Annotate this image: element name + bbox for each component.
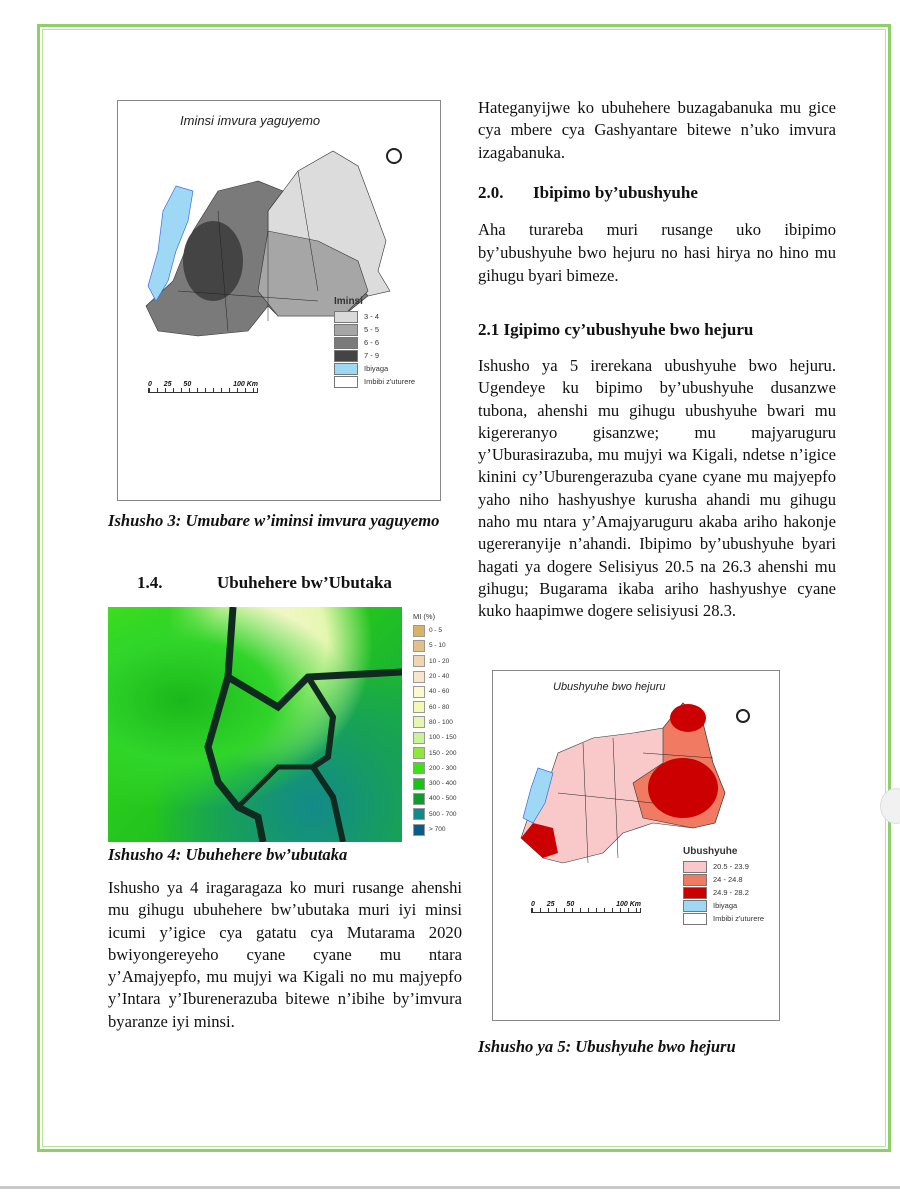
section-1-4-title: Ubuhehere bw’Ubutaka xyxy=(217,573,392,592)
legend-item xyxy=(413,745,456,760)
legend-swatch xyxy=(413,808,425,820)
legend-item xyxy=(413,761,456,776)
figure-4-caption: Ishusho 4: Ubuhehere bw’ubutaka xyxy=(108,845,348,864)
legend-label: Ibiyaga xyxy=(364,364,389,373)
section-2-0-title: Ibipimo by’ubushyuhe xyxy=(533,183,698,202)
legend-swatch xyxy=(683,900,707,912)
legend-swatch xyxy=(334,337,358,349)
map-title: Ubushyuhe bwo hejuru xyxy=(553,681,666,693)
legend-label: 20 - 40 xyxy=(429,673,450,681)
legend-item xyxy=(413,807,456,822)
legend-label: 5 - 5 xyxy=(364,325,380,334)
legend-swatch xyxy=(334,311,358,323)
legend-label: 24 - 24.8 xyxy=(713,875,743,884)
north-arrow-icon xyxy=(386,148,402,164)
legend-swatch xyxy=(413,824,425,836)
legend-swatch xyxy=(413,732,425,744)
scale-label: 100 Km xyxy=(616,901,641,908)
legend-swatch xyxy=(683,913,707,925)
section-2-1-heading: 2.1 Igipimo cy’ubushyuhe bwo hejuru xyxy=(478,320,754,339)
legend-item xyxy=(413,776,456,791)
section-1-4-number: 1.4. xyxy=(137,573,163,592)
legend-swatch xyxy=(413,640,425,652)
legend-item xyxy=(413,669,456,684)
scale-label: 0 xyxy=(531,901,535,908)
legend-item xyxy=(334,362,415,375)
legend-swatch xyxy=(334,363,358,375)
legend-swatch xyxy=(413,671,425,683)
legend-item xyxy=(334,349,415,362)
legend-label: 150 - 200 xyxy=(429,749,457,757)
scale-label: 100 Km xyxy=(233,381,258,388)
legend-swatch xyxy=(683,874,707,886)
section-2-0-number: 2.0. xyxy=(478,183,504,202)
legend-label: 40 - 60 xyxy=(429,688,450,696)
legend-item xyxy=(334,336,415,349)
legend-label: 24.9 - 28.2 xyxy=(713,888,749,897)
legend-item xyxy=(683,886,764,899)
legend-item xyxy=(413,822,456,837)
legend-title: Iminsi xyxy=(334,296,363,307)
legend-item xyxy=(334,310,415,323)
boundary-lines xyxy=(108,607,402,842)
legend-item xyxy=(413,654,456,669)
legend-label: Ibiyaga xyxy=(713,901,738,910)
legend-swatch xyxy=(413,747,425,759)
legend-swatch xyxy=(334,376,358,388)
scale-label: 25 xyxy=(163,381,172,388)
legend-swatch xyxy=(413,778,425,790)
figure-4-legend xyxy=(413,612,456,837)
intro-paragraph: Hateganyijwe ko ubuhehere buzagabanuka mu gice cya mbere cya Gashyantare bitewe n’uko imvura izagabanuka. xyxy=(478,98,836,162)
legend-label: 300 - 400 xyxy=(429,780,457,788)
legend-label: 0 - 5 xyxy=(429,627,443,635)
map-title: Iminsi imvura yaguyemo xyxy=(180,113,321,128)
legend-swatch xyxy=(413,625,425,637)
legend-label: 7 - 9 xyxy=(364,351,380,360)
scale-bar xyxy=(531,901,641,913)
legend-item xyxy=(683,860,764,873)
legend-swatch xyxy=(413,686,425,698)
legend-item xyxy=(413,730,456,745)
legend-label: > 700 xyxy=(429,826,446,833)
legend-swatch xyxy=(683,887,707,899)
legend-label: 500 - 700 xyxy=(429,810,457,818)
legend-swatch xyxy=(334,350,358,362)
legend-label: 200 - 300 xyxy=(429,764,457,772)
scale-bar xyxy=(148,381,258,393)
legend-title: Ubushyuhe xyxy=(683,846,738,857)
section-2-0-paragraph: Aha turareba muri rusange uko ibipimo by’ubushyuhe bwo hejuru no hasi hirya no hino mu gihugu byari bimeze. xyxy=(478,220,836,285)
legend-label: 80 - 100 xyxy=(429,718,453,726)
legend-label: Imbibi z'uturere xyxy=(713,914,765,923)
legend-item xyxy=(413,684,456,699)
figure-5-legend xyxy=(683,846,764,925)
legend-label: 400 - 500 xyxy=(429,795,457,803)
soil-moisture-paragraph: Ishusho ya 4 iragaragaza ko muri rusange ahenshi mu gihugu ubuhehere bw’ubutaka muri iyi minsi icumi y’igice cya gatatu cya Mutarama 2020 bwiyongereyeho cyane cyane mu ntara y’Amajyepfo, mu mujyi wa Kigali no mu majyepfo y’Intara y’Iburenerazuba bitewe n’ibihe by’imvura byaranze iyi minsi. xyxy=(108,878,462,1031)
legend-swatch xyxy=(413,716,425,728)
legend-item xyxy=(413,715,456,730)
page-divider xyxy=(0,1186,900,1189)
legend-swatch xyxy=(413,655,425,667)
legend-swatch xyxy=(413,793,425,805)
legend-label: 100 - 150 xyxy=(429,734,457,742)
legend-swatch xyxy=(413,762,425,774)
figure-4-soil-moisture-image xyxy=(108,607,402,842)
scale-label: 25 xyxy=(546,901,555,908)
figure-5-max-temperature-map xyxy=(492,670,780,1021)
legend-label: 10 - 20 xyxy=(429,657,450,665)
legend-item xyxy=(413,791,456,806)
scale-label: 50 xyxy=(566,901,575,908)
legend-label: 60 - 80 xyxy=(429,703,450,711)
legend-item xyxy=(413,623,456,638)
legend-label: 3 - 4 xyxy=(364,312,380,321)
legend-label: 6 - 6 xyxy=(364,338,380,347)
legend-title: MI (%) xyxy=(413,612,436,621)
legend-swatch xyxy=(413,701,425,713)
figure-3-rainy-days-map xyxy=(117,100,441,501)
scale-label: 50 xyxy=(183,381,192,388)
scale-label: 0 xyxy=(148,381,152,388)
figure-3-caption: Ishusho 3: Umubare w’iminsi imvura yaguyemo xyxy=(108,511,440,530)
figure-5-caption: Ishusho ya 5: Ubushyuhe bwo hejuru xyxy=(478,1037,736,1056)
legend-swatch xyxy=(334,324,358,336)
legend-item xyxy=(334,375,415,388)
legend-item xyxy=(413,699,456,714)
figure-3-legend xyxy=(334,296,415,388)
legend-label: Imbibi z'uturere xyxy=(364,377,416,386)
legend-item xyxy=(683,899,764,912)
legend-item xyxy=(683,873,764,886)
section-2-1-paragraph: Ishusho ya 5 irerekana ubushyuhe bwo hejuru. Ugendeye ku bipimo by’ubushyuhe dusanzwe tubona, ahenshi mu gihugu ubushyuhe bwari mu kigereranyo gisanzwe; mu majyaruguru y’Uburasirazuba, mu mujyi wa Kigali, ndetse n’igice kinini cy’Uburengerazuba cyane cyane mu majyepfo yaho niho hashyushye kurusha ahandi mu gihugu naho mu ntara y’Amajyaruguru akaba ariho hakonje ugereranyije n’ahandi. Ibipimo by’ubushyuhe byari hagati ya dogere Selisiyus 20.5 na 26.3 ahenshi mu gihugu; Bugarama ikaba ariho hashyushye cyane kuko haapimwe dogere selisiyusi 28.3. xyxy=(478,356,836,621)
legend-label: 5 - 10 xyxy=(429,642,446,650)
north-arrow-icon xyxy=(736,709,750,723)
legend-item xyxy=(334,323,415,336)
legend-item xyxy=(413,638,456,653)
legend-swatch xyxy=(683,861,707,873)
legend-label: 20.5 - 23.9 xyxy=(713,862,749,871)
legend-item xyxy=(683,912,764,925)
